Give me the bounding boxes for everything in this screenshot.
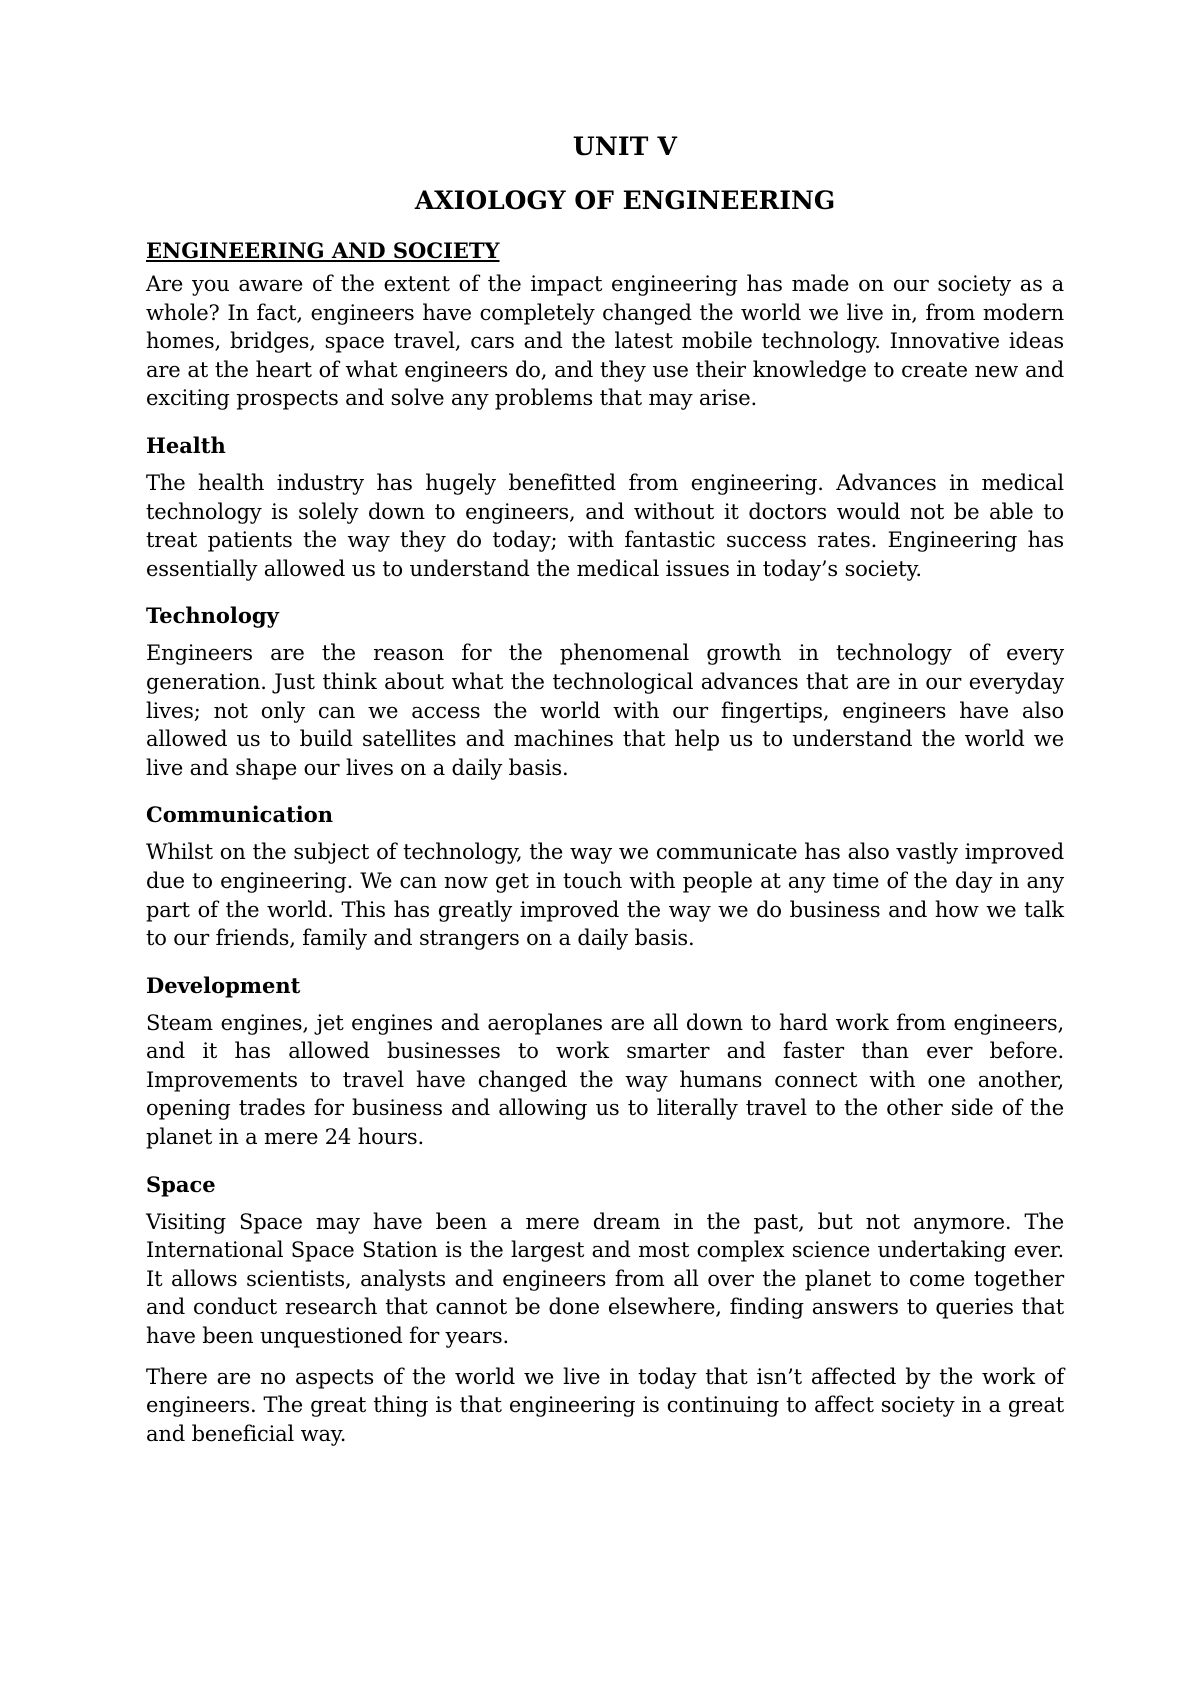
section-heading-space: Space (146, 1171, 216, 1197)
section-heading-engineering-and-society: ENGINEERING AND SOCIETY (146, 238, 500, 263)
paragraph-communication: Whilst on the subject of technology, the way we communicate has also vastly improved due to engineering. We can now get in touch with people at any time of the day in any part of the world. This has greatly improved the way we do business and how we talk to our friends, family and strangers on a daily basis. (146, 840, 1064, 951)
paragraph-engineering-and-society: Are you aware of the extent of the impact engineering has made on our society as a whole? In fact, engineers have completely changed the world we live in, from modern homes, bridges, space travel, cars and the latest mobile technology. Innovative ideas are at the heart of what engineers do, and they use their knowledge to create new and exciting prospects and solve any problems that may arise. (146, 272, 1064, 411)
paragraph-conclusion: There are no aspects of the world we live in today that isn’t affected by the work of engineers. The great thing is that engineering is continuing to affect society in a great and beneficial way. (146, 1364, 1064, 1446)
section-heading-health: Health (146, 432, 226, 458)
document-body (146, 130, 1064, 1448)
paragraph-health: The health industry has hugely benefitted from engineering. Advances in medical technology is solely down to engineers, and without it doctors would not be able to treat patients the way they do today; with fantastic success rates. Engineering has essentially allowed us to understand the medical issues in today’s society. (146, 470, 1064, 581)
section-heading-technology: Technology (146, 603, 279, 629)
section-heading-development: Development (146, 972, 301, 998)
unit-label: UNIT V (572, 132, 678, 161)
paragraph-development: Steam engines, jet engines and aeroplanes are all down to hard work from engineers, and it has allowed businesses to work smarter and faster than ever before. Improvements to travel have changed the way humans connect with one another, opening trades for business and allowing us to literally travel to the other side of the planet in a mere 24 hours. (146, 1010, 1064, 1150)
section-heading-communication: Communication (146, 802, 334, 828)
document-title: AXIOLOGY OF ENGINEERING (414, 186, 836, 215)
paragraph-space: Visiting Space may have been a mere dream in the past, but not anymore. The International Space Station is the largest and most complex science undertaking ever. It allows scientists, analysts and engineers from all over the planet to come together and conduct research that cannot be done elsewhere, finding answers to queries that have been unquestioned for years. (146, 1209, 1064, 1349)
paragraph-technology: Engineers are the reason for the phenomenal growth in technology of every generation. Just think about what the technological advances that are in our everyday lives; not only can we access the world with our fingertips, engineers have also allowed us to build satellites and machines that help us to understand the world we live and shape our lives on a daily basis. (146, 641, 1064, 780)
